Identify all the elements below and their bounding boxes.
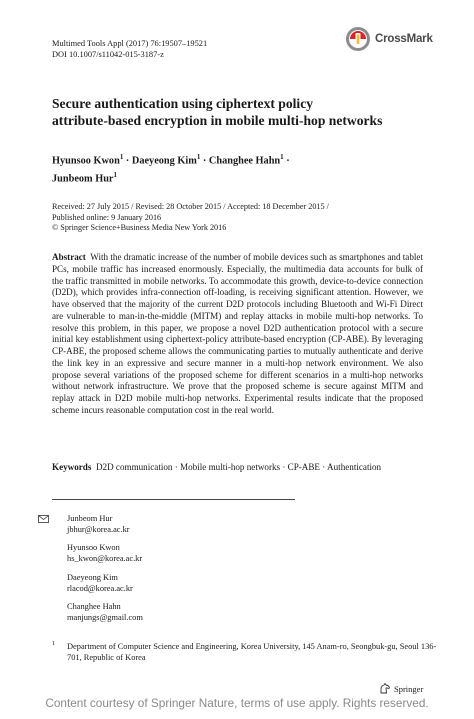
publisher-name: Springer (394, 683, 424, 694)
author-name[interactable]: Junbeom Hur (52, 173, 114, 185)
copyright-notice: © Springer Science+Business Media New York 2016 (52, 223, 227, 233)
keywords-heading: Keywords (52, 462, 92, 472)
contact-entry (52, 573, 143, 594)
affiliation-marker: 1 (52, 640, 56, 647)
dates-line-1: Received: 27 July 2015 / Revised: 28 October 2015 / Accepted: 18 December 2015 / (52, 202, 329, 211)
journal-citation: Multimed Tools Appl (2017) 76:19507–19521 (52, 39, 208, 48)
author-affil-marker: 1 (280, 153, 284, 161)
contact-name: Junbeom Hur (67, 514, 113, 523)
contact-email[interactable]: jbhur@korea.ac.kr (67, 524, 130, 534)
contact-name: Changhee Hahn (67, 602, 121, 612)
contact-entry (52, 602, 143, 623)
publisher-logo (379, 683, 423, 694)
footnote-divider (52, 499, 295, 500)
springer-horse-icon (379, 683, 391, 694)
dates-line-2: Published online: 9 January 2016 (52, 212, 162, 222)
contact-email[interactable]: rlacod@korea.ac.kr (67, 583, 133, 593)
author-name[interactable]: Hyunsoo Kwon (52, 155, 120, 167)
author-name[interactable]: Changhee Hahn (208, 155, 281, 167)
abstract-section (52, 252, 423, 417)
contact-name: Daeyeong Kim (67, 572, 118, 582)
author-separator: · (283, 155, 290, 167)
crossmark-badge[interactable] (345, 26, 433, 52)
keywords-list: D2D communication · Mobile multi-hop networks · CP-ABE · Authentication (95, 462, 382, 472)
envelope-icon (38, 515, 49, 523)
author-name[interactable]: Daeyeong Kim (131, 155, 197, 167)
abstract-heading: Abstract (52, 252, 86, 262)
contact-email[interactable]: hs_kwon@korea.ac.kr (67, 554, 143, 564)
author-separator: · (123, 155, 132, 167)
author-affil-marker: 1 (196, 153, 201, 161)
title-line-2: attribute-based encryption in mobile multi-hop networks (52, 113, 383, 128)
keywords-section (52, 461, 427, 473)
crossmark-icon (345, 26, 371, 52)
title-line-1: Secure authentication using ciphertext policy (52, 96, 314, 111)
contact-email[interactable]: manjungs@gmail.com (67, 612, 143, 622)
affiliation-footnote (52, 642, 437, 664)
courtesy-watermark: Content courtesy of Springer Nature, terms of use apply. Rights reserved. (45, 696, 429, 710)
publication-history (52, 202, 432, 234)
contact-list (52, 514, 143, 632)
affiliation-text: Department of Computer Science and Engineering, Korea University, 145 Anam-ro, Seongbuk-gu, Seoul 136-701, Republic of Korea (67, 642, 437, 662)
abstract-text: With the dramatic increase of the number of mobile devices such as smartphones and tablet PCs, mobile traffic has increased enormously. Especially, the multimedia data accounts for bulk of the traffic transmitted in mobile networks. To accommodate this growth, device-to-device connection (D2D), which provides infra-connection off-loading, is receiving significant attention. However, we have observed that the majority of the current D2D protocols including Bluetooth and Wi-Fi Direct are vulnerable to man-in-the-middle (MITM) and replay attacks in mobile multi-hop networks. To resolve this problem, in this paper, we propose a novel D2D authentication protocol with a secure initial key establishment using ciphertext-policy attribute-based encryption (CP-ABE). By leveraging CP-ABE, the proposed scheme allows the communicating parties to mutually authenticate and derive the link key in an expressive and secure manner in a multi-hop network environment. We also propose several variations of the proposed scheme for different scenarios in a multi-hop networks without network infrastructure. We prove that the proposed scheme is secure against MITM and replay attack in D2D mobile multi-hop networks. Experimental results indicate that the proposed scheme incurs reasonable computation cost in the real world. (52, 252, 423, 415)
author-list (52, 150, 432, 187)
author-affil-marker: 1 (119, 153, 124, 161)
contact-entry (52, 543, 143, 564)
doi-link[interactable]: DOI 10.1007/s11042-015-3187-z (52, 50, 164, 59)
crossmark-label: CrossMark (375, 33, 433, 45)
contact-entry (52, 514, 143, 535)
contact-name: Hyunsoo Kwon (67, 543, 120, 553)
author-affil-marker: 1 (113, 171, 118, 180)
journal-info (52, 38, 207, 60)
paper-title (52, 95, 432, 129)
author-separator: · (200, 155, 209, 167)
